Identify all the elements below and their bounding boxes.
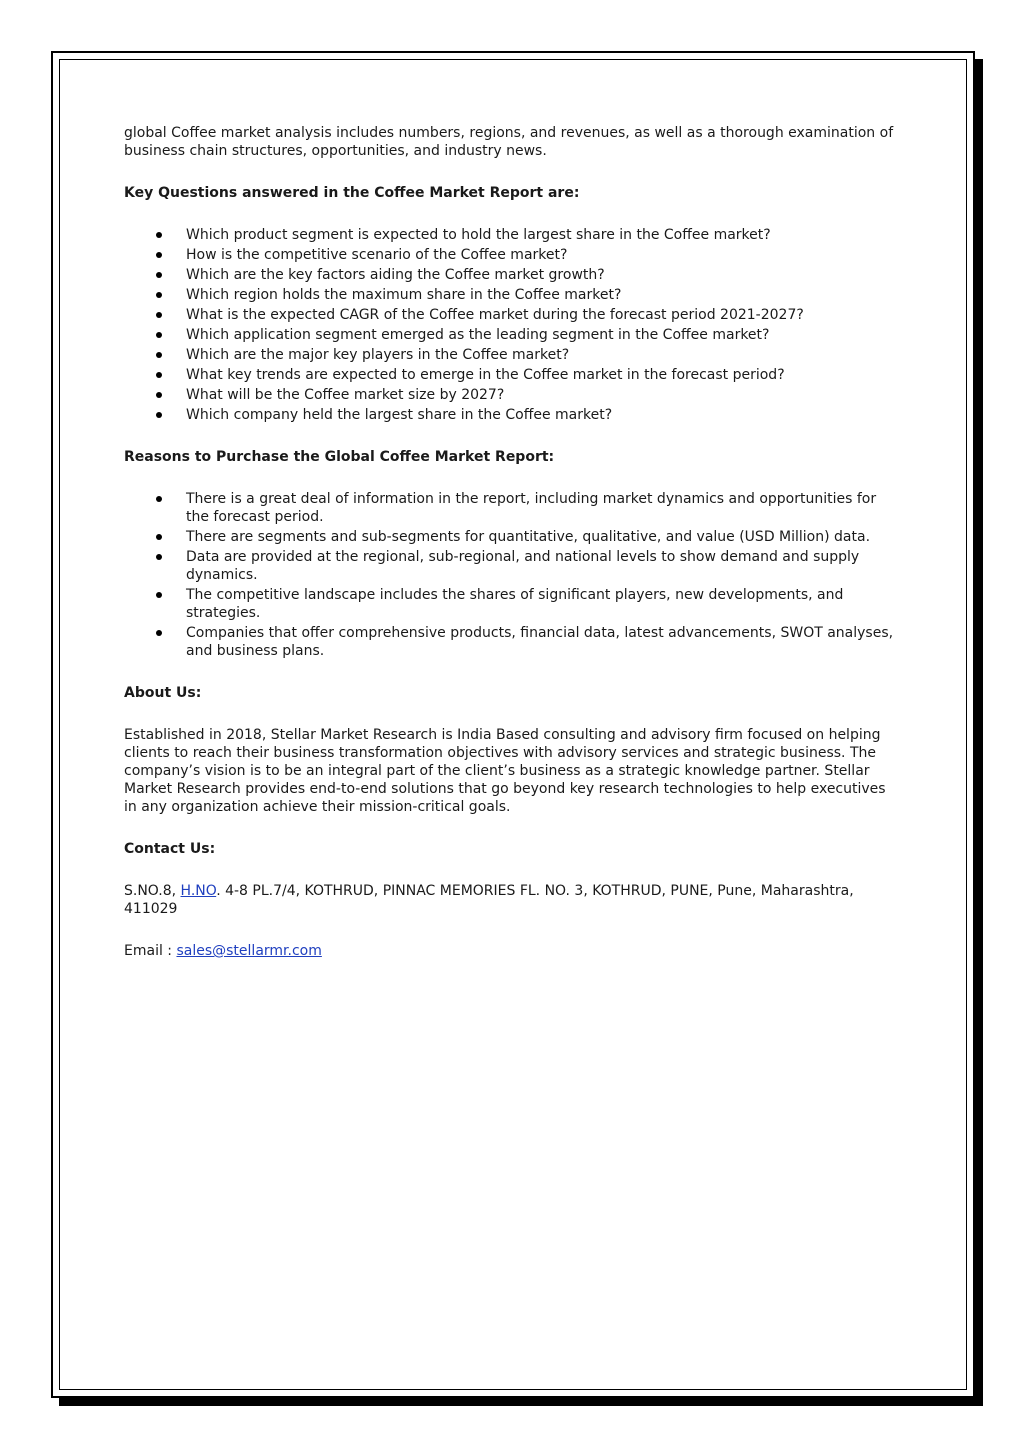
contact-address — [124, 882, 899, 918]
list-item-text: The competitive landscape includes the shares of significant players, new developments, and strategies. — [186, 587, 844, 621]
list-item-text: Which company held the largest share in the Coffee market? — [186, 407, 613, 423]
list-item-text: What is the expected CAGR of the Coffee market during the forecast period 2021-2027? — [186, 307, 804, 323]
list-item — [124, 586, 899, 622]
about-heading: About Us: — [124, 685, 202, 701]
list-item-text: What will be the Coffee market size by 2027? — [186, 387, 505, 403]
list-item — [124, 490, 899, 526]
list-item-text: There is a great deal of information in the report, including market dynamics and opportunities for the forecast period. — [186, 491, 877, 525]
bullet-icon — [156, 554, 162, 560]
list-item — [124, 226, 899, 244]
list-item — [124, 548, 899, 584]
bullet-icon — [156, 332, 162, 338]
bullet-icon — [156, 392, 162, 398]
bullet-icon — [156, 312, 162, 318]
list-item — [124, 406, 899, 424]
list-item — [124, 366, 899, 384]
list-item-text: What key trends are expected to emerge in the Coffee market in the forecast period? — [186, 367, 785, 383]
list-item-text: Which are the key factors aiding the Coffee market growth? — [186, 267, 605, 283]
list-item-text: Which product segment is expected to hold the largest share in the Coffee market? — [186, 227, 771, 243]
bullet-icon — [156, 352, 162, 358]
list-item-text: Data are provided at the regional, sub-regional, and national levels to show demand and supply dynamics. — [186, 549, 860, 583]
bullet-icon — [156, 232, 162, 238]
list-item — [124, 624, 899, 660]
list-item-text: Which application segment emerged as the leading segment in the Coffee market? — [186, 327, 770, 343]
list-item — [124, 528, 899, 546]
bullet-icon — [156, 252, 162, 258]
bullet-icon — [156, 412, 162, 418]
address-prefix: S.NO.8, — [124, 883, 181, 899]
bullet-icon — [156, 534, 162, 540]
about-paragraph: Established in 2018, Stellar Market Research is India Based consulting and advisory firm focused on helping clients to reach their business transformation objectives with advisory services and strategic business. The company’s vision is to be an integral part of the client’s business as a strategic knowledge partner. Stellar Market Research provides end-to-end solutions that go beyond key research technologies to help executives in any organization achieve their mission-critical goals. — [124, 727, 886, 815]
key-questions-list — [124, 226, 899, 424]
bullet-icon — [156, 592, 162, 598]
contact-heading: Contact Us: — [124, 841, 216, 857]
contact-email — [124, 942, 899, 960]
list-item-text: Companies that offer comprehensive products, financial data, latest advancements, SWOT analyses, and business plans. — [186, 625, 894, 659]
bullet-icon — [156, 630, 162, 636]
key-questions-heading: Key Questions answered in the Coffee Market Report are: — [124, 185, 580, 201]
list-item-text: How is the competitive scenario of the Coffee market? — [186, 247, 568, 263]
bullet-icon — [156, 292, 162, 298]
list-item — [124, 386, 899, 404]
email-link[interactable]: sales@stellarmr.com — [176, 943, 322, 959]
list-item — [124, 266, 899, 284]
list-item-text: There are segments and sub-segments for quantitative, qualitative, and value (USD Million) data. — [186, 529, 871, 545]
list-item — [124, 326, 899, 344]
reasons-heading: Reasons to Purchase the Global Coffee Market Report: — [124, 449, 555, 465]
list-item — [124, 306, 899, 324]
list-item — [124, 246, 899, 264]
address-link[interactable]: H.NO — [180, 883, 217, 899]
address-suffix: . 4-8 PL.7/4, KOTHRUD, PINNAC MEMORIES FL. NO. 3, KOTHRUD, PUNE, Pune, Maharashtra, 411029 — [124, 883, 854, 917]
document-body — [124, 124, 899, 984]
intro-paragraph: global Coffee market analysis includes numbers, regions, and revenues, as well as a thorough examination of business chain structures, opportunities, and industry news. — [124, 125, 894, 159]
list-item-text: Which are the major key players in the Coffee market? — [186, 347, 570, 363]
bullet-icon — [156, 372, 162, 378]
reasons-list — [124, 490, 899, 660]
list-item — [124, 346, 899, 364]
email-label: Email : — [124, 943, 177, 959]
list-item-text: Which region holds the maximum share in the Coffee market? — [186, 287, 622, 303]
bullet-icon — [156, 496, 162, 502]
bullet-icon — [156, 272, 162, 278]
list-item — [124, 286, 899, 304]
